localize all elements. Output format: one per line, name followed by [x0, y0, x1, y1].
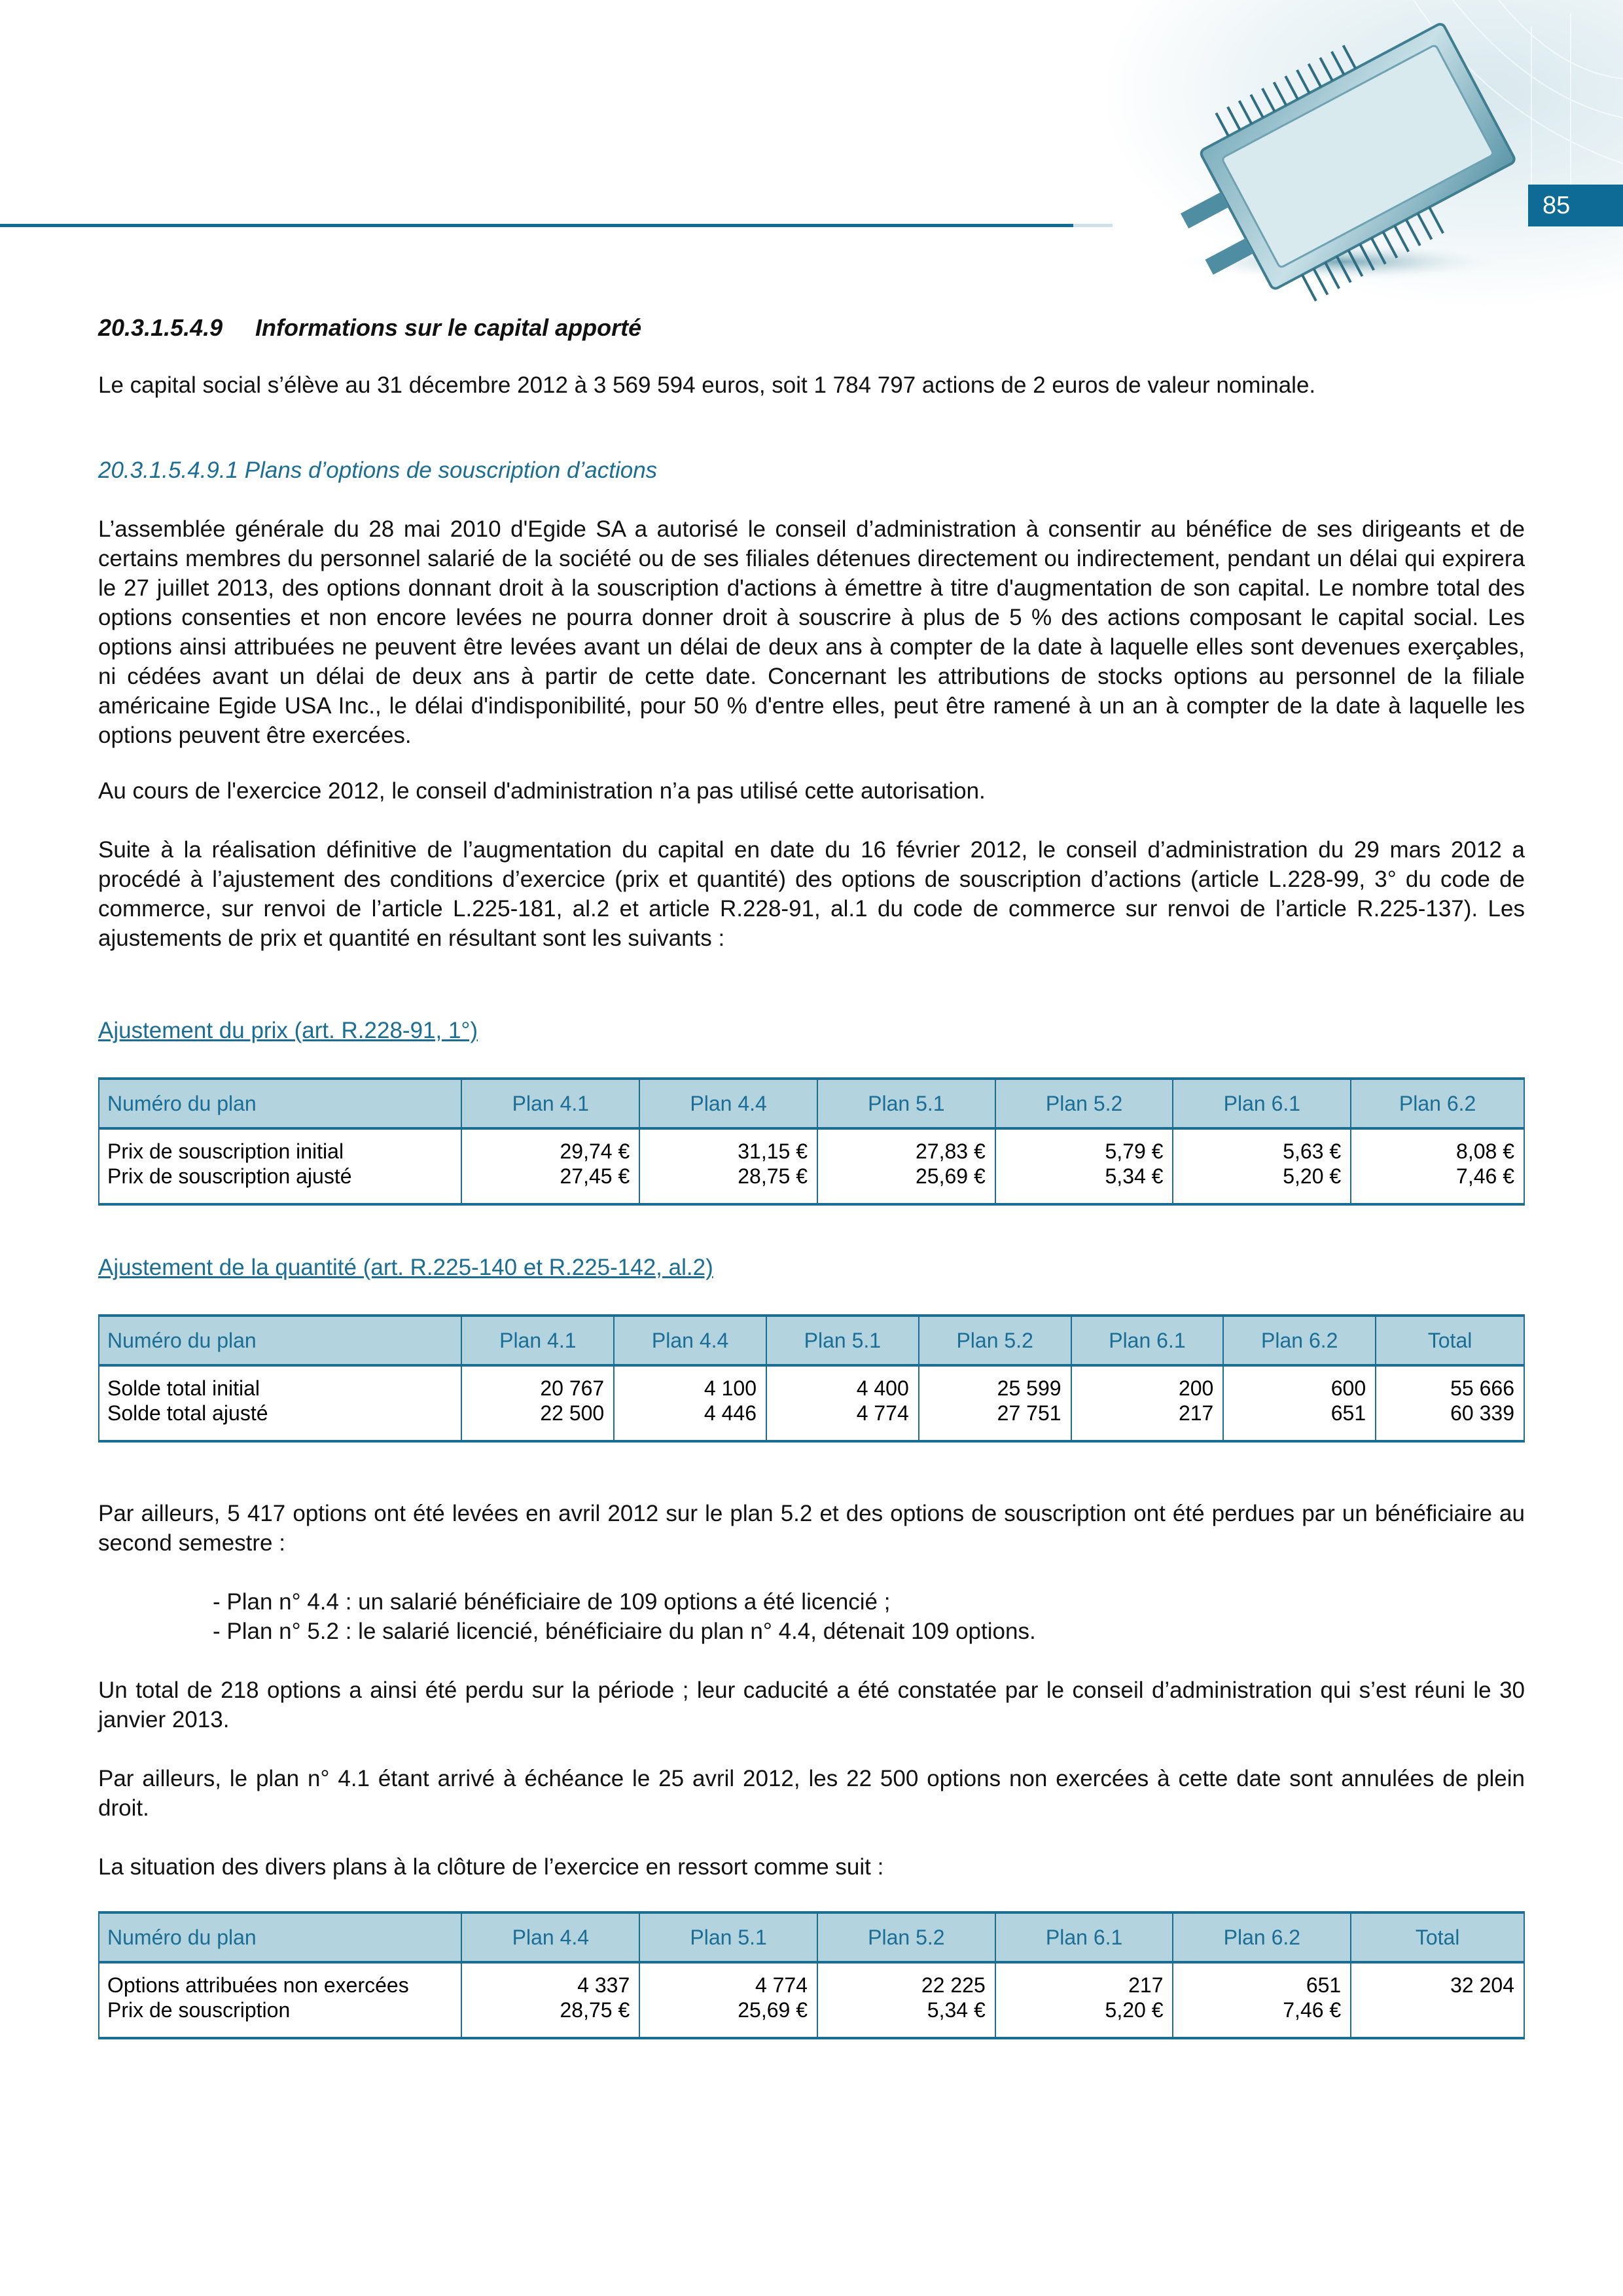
row-label: Options attribuées non exercées: [107, 1973, 409, 1997]
row-label: Solde total initial: [107, 1376, 260, 1400]
row-labels: [99, 1962, 461, 2038]
cell-value: 5,79 €: [1105, 1139, 1164, 1163]
column-header: Plan 5.1: [817, 1079, 995, 1128]
cell-value: 4 446: [704, 1401, 757, 1425]
price-adjustment-title: Ajustement du prix (art. R.228-91, 1°): [98, 1018, 478, 1043]
closing-situation-paragraph: La situation des divers plans à la clôture de l’exercice en ressort comme suit :: [98, 1854, 884, 1880]
row-label: Solde total ajusté: [107, 1401, 268, 1425]
row-label: Prix de souscription initial: [107, 1139, 344, 1163]
hermetic-package-image-icon: [1073, 0, 1623, 308]
cell-value: 8,08 €: [1456, 1139, 1514, 1163]
column-header: Numéro du plan: [99, 1912, 461, 1962]
page-number: 85: [1528, 185, 1623, 226]
column-header: Plan 6.2: [1173, 1912, 1351, 1962]
column-header: Plan 6.1: [1071, 1316, 1224, 1365]
table-cell: [1071, 1365, 1224, 1441]
table-row: [99, 1128, 1524, 1204]
cell-value: 20 767: [540, 1376, 605, 1400]
table-cell: [1351, 1128, 1524, 1204]
row-labels: [99, 1365, 461, 1441]
cell-value: 651: [1306, 1973, 1342, 1997]
row-labels: [99, 1128, 461, 1204]
cell-value: 4 100: [704, 1376, 757, 1400]
column-header: Plan 5.1: [766, 1316, 919, 1365]
lapsed-options-paragraph: Un total de 218 options a ainsi été perdu sur la période ; leur caducité a été constatée par le conseil d’administration qui s’est réuni le 30 janvier 2013.: [98, 1677, 1525, 1732]
cell-value: 5,20 €: [1105, 1998, 1164, 2022]
exercised-options-paragraph: Par ailleurs, 5 417 options ont été levées en avril 2012 sur le plan 5.2 et des options de souscription ont été perdues par un bénéficiaire au second semestre :: [98, 1501, 1525, 1556]
cell-value: 27 751: [997, 1401, 1061, 1425]
non-use-paragraph: Au cours de l'exercice 2012, le conseil d'administration n’a pas utilisé cette autorisation.: [98, 778, 986, 804]
section-title: Informations sur le capital apporté: [255, 314, 642, 341]
header-illustration: [1073, 0, 1623, 308]
cell-value: 27,83 €: [915, 1139, 986, 1163]
table-cell: [639, 1962, 817, 2038]
row-label: Prix de souscription: [107, 1998, 291, 2022]
row-label: Prix de souscription ajusté: [107, 1164, 352, 1188]
cell-value: 600: [1330, 1376, 1366, 1400]
table-cell: [1376, 1365, 1524, 1441]
authorization-paragraph: L’assemblée générale du 28 mai 2010 d'Egide SA a autorisé le conseil d’administration à consentir au bénéfice de ses dirigeants et de certains membres du personnel salarié de la société ou de ses filiales détenues directement ou indirectement, pendant un délai qui expirera le 27 juillet 2013, des options donnant droit à la souscription d'actions à émettre à titre d'augmentation de son capital. Le nombre total des options consenties et non encore levées ne pourra donner droit à souscrire à plus de 5 % des actions composant le capital social. Les options ainsi attribuées ne peuvent être levées avant un délai de deux ans à compter de la date à laquelle elles sont devenues exerçables, ni cédées avant un délai de deux ans à partir de cette date. Concernant les attributions de stocks options au personnel de la filiale américaine Egide USA Inc., le délai d'indisponibilité, pour 50 % d'entre elles, peut être ramené à un an à compter de la date à laquelle les options peuvent être exercées.: [98, 516, 1525, 748]
cell-value: [1359, 1998, 1514, 2022]
capital-paragraph: Le capital social s’élève au 31 décembre 2012 à 3 569 594 euros, soit 1 784 797 actions de 2 euros de valeur nominale.: [98, 372, 1316, 398]
cell-value: 200: [1178, 1376, 1214, 1400]
cell-value: 7,46 €: [1283, 1998, 1342, 2022]
table-header-row: [99, 1316, 1524, 1365]
column-header: Numéro du plan: [99, 1079, 461, 1128]
table-cell: [461, 1365, 614, 1441]
table-cell: [1173, 1962, 1351, 2038]
cell-value: 28,75 €: [560, 1998, 630, 2022]
cell-value: 4 774: [755, 1973, 808, 1997]
column-header: Plan 4.4: [614, 1316, 766, 1365]
cell-value: 31,15 €: [738, 1139, 808, 1163]
table-cell: [1351, 1962, 1524, 2038]
quantity-adjustment-table: [98, 1314, 1525, 1443]
header-rule: [0, 224, 1113, 227]
plan-expiry-paragraph: Par ailleurs, le plan n° 4.1 étant arrivé à échéance le 25 avril 2012, les 22 500 options non exercées à cette date sont annulées de plein droit.: [98, 1766, 1525, 1821]
cell-value: 55 666: [1450, 1376, 1514, 1400]
cell-value: 5,34 €: [1105, 1164, 1164, 1188]
table-cell: [995, 1128, 1173, 1204]
column-header: Plan 6.1: [995, 1912, 1173, 1962]
cell-value: 25,69 €: [738, 1998, 808, 2022]
cell-value: 22 225: [921, 1973, 986, 1997]
cell-value: 27,45 €: [560, 1164, 630, 1188]
cell-value: 32 204: [1450, 1973, 1514, 1997]
cell-value: 5,34 €: [927, 1998, 986, 2022]
column-header: Plan 4.4: [461, 1912, 639, 1962]
quantity-adjustment-title: Ajustement de la quantité (art. R.225-140 et R.225-142, al.2): [98, 1255, 713, 1280]
list-item: - Plan n° 4.4 : un salarié bénéficiaire de 109 options a été licencié ;: [213, 1589, 891, 1615]
column-header: Plan 6.2: [1351, 1079, 1524, 1128]
table-row: [99, 1962, 1524, 2038]
cell-value: 4 774: [856, 1401, 909, 1425]
subsection-heading: 20.3.1.5.4.9.1 Plans d’options de souscription d’actions: [98, 457, 658, 483]
cell-value: 22 500: [540, 1401, 605, 1425]
table-cell: [817, 1962, 995, 2038]
cell-value: 29,74 €: [560, 1139, 630, 1163]
adjustment-paragraph: Suite à la réalisation définitive de l’augmentation du capital en date du 16 février 2012, le conseil d’administration du 29 mars 2012 a procédé à l’ajustement des conditions d’exercice (prix et quantité) des options de souscription d’actions (article L.228-99, 3° du code de commerce, sur renvoi de l’article L.225-181, al.2 et article R.228-91, al.1 du code de commerce sur renvoi de l’article R.225-137). Les ajustements de prix et quantité en résultant sont les suivants :: [98, 837, 1525, 951]
closing-situation-table: [98, 1911, 1525, 2039]
table-cell: [817, 1128, 995, 1204]
cell-value: 651: [1330, 1401, 1366, 1425]
cell-value: 4 337: [577, 1973, 630, 1997]
cell-value: 25,69 €: [915, 1164, 986, 1188]
table-cell: [461, 1128, 639, 1204]
table-cell: [919, 1365, 1071, 1441]
cell-value: 5,63 €: [1283, 1139, 1342, 1163]
column-header: Plan 5.2: [817, 1912, 995, 1962]
table-cell: [995, 1962, 1173, 2038]
table-cell: [766, 1365, 919, 1441]
list-item: - Plan n° 5.2 : le salarié licencié, bénéficiaire du plan n° 4.4, détenait 109 options.: [213, 1619, 1036, 1644]
cell-value: 217: [1178, 1401, 1214, 1425]
cell-value: 5,20 €: [1283, 1164, 1342, 1188]
cell-value: 217: [1128, 1973, 1164, 1997]
column-header: Plan 6.2: [1223, 1316, 1376, 1365]
table-row: [99, 1365, 1524, 1441]
table-cell: [639, 1128, 817, 1204]
column-header: Plan 5.2: [995, 1079, 1173, 1128]
table-cell: [461, 1962, 639, 2038]
cell-value: 60 339: [1450, 1401, 1514, 1425]
cell-value: 4 400: [856, 1376, 909, 1400]
cell-value: 28,75 €: [738, 1164, 808, 1188]
column-header: Plan 5.1: [639, 1912, 817, 1962]
column-header: Plan 4.4: [639, 1079, 817, 1128]
column-header: Total: [1351, 1912, 1524, 1962]
section-heading: [98, 313, 1525, 342]
column-header: Plan 4.1: [461, 1079, 639, 1128]
table-cell: [1223, 1365, 1376, 1441]
column-header: Numéro du plan: [99, 1316, 461, 1365]
cell-value: 7,46 €: [1456, 1164, 1514, 1188]
table-header-row: [99, 1079, 1524, 1128]
table-header-row: [99, 1912, 1524, 1962]
price-adjustment-table: [98, 1077, 1525, 1206]
forfeited-options-list: [98, 1587, 1623, 1646]
table-cell: [1173, 1128, 1351, 1204]
column-header: Plan 6.1: [1173, 1079, 1351, 1128]
column-header: Total: [1376, 1316, 1524, 1365]
section-number: 20.3.1.5.4.9: [98, 314, 223, 341]
cell-value: 25 599: [997, 1376, 1061, 1400]
column-header: Plan 4.1: [461, 1316, 614, 1365]
column-header: Plan 5.2: [919, 1316, 1071, 1365]
table-cell: [614, 1365, 766, 1441]
